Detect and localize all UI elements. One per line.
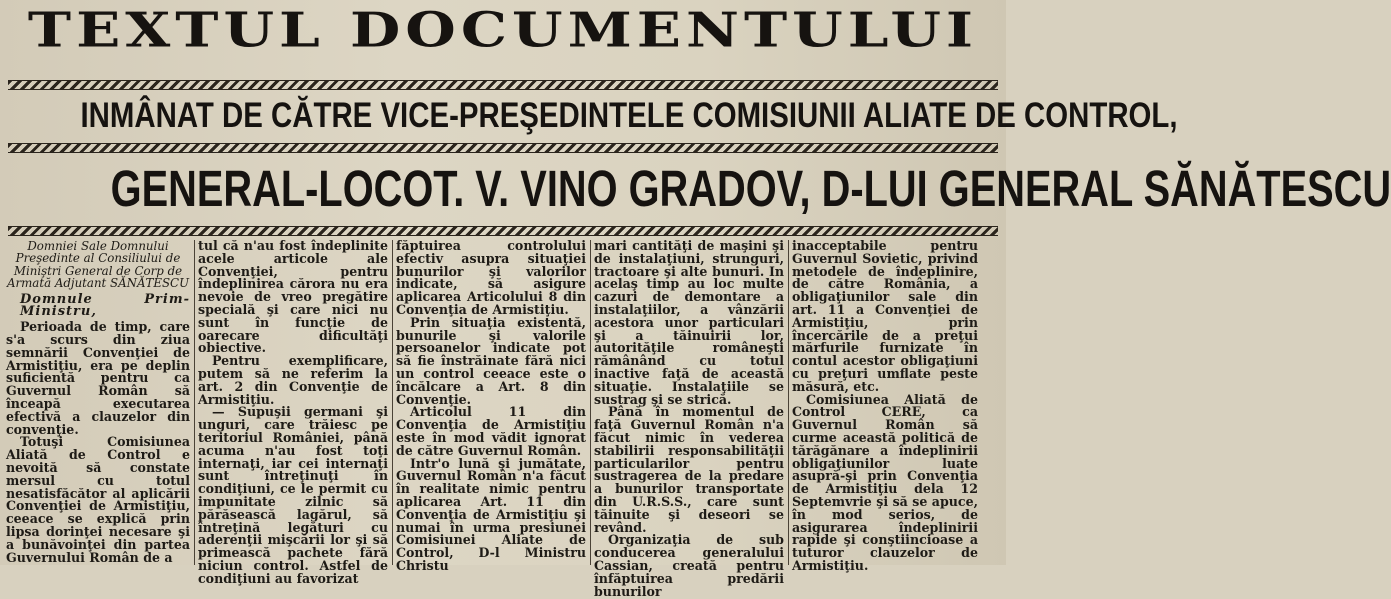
- text-column-2: [198, 238, 388, 586]
- column-divider: [194, 240, 195, 565]
- column-divider: [590, 240, 591, 565]
- salutation: Domnule Prim-Ministru,: [20, 291, 190, 320]
- paragraph: Pentru exemplificare, putem să ne referim la art. 2 din Convenţie de Armistiţiu.: [198, 353, 388, 407]
- main-headline: TEXTUL DOCUMENTULUI: [27, 2, 979, 58]
- paragraph: — Supuşii germani şi unguri, care trăiesc pe teritoriul României, până acuma n'au fost toţi internaţi, iar cei internaţi sunt întreţinuţi în condiţiuni, ce le permit cu impunitate zilnic să părăsească lagărul, să întreţină legături cu aderenţii mişcării lor şi să primească pachete fără niciun control. Astfel de condiţiuni au favorizat: [198, 404, 388, 586]
- paragraph: Perioada de timp, care s'a scurs din ziua semnării Convenţiei de Armistiţiu, era pe deplin suficientă pentru ca Guvernul Român să înceapă executarea efectivă a clauzelor din convenţie.: [6, 319, 190, 437]
- text-column-5: [792, 238, 978, 573]
- paragraph: tul că n'au fost îndeplinite acele articole ale Convenţiei, pentru îndeplinirea cărora nu era nevoie de vreo pregătire specială şi care nici nu sunt în funcţie de oarecare dificultăţi obiective.: [198, 238, 388, 356]
- paragraph: Până în momentul de faţă Guvernul Român n'a făcut nimic în vederea stabilirii responsabilităţii particularilor pentru sustragerea de la predare a bunurilor transportate din U.R.S.S., care sunt tăinuite şi deseori se revând.: [594, 404, 784, 535]
- paragraph: Organizaţia de sub conducerea generalului Cassian, creată pentru înfăptuirea predării bunurilor: [594, 532, 784, 599]
- text-column-3: [396, 238, 586, 573]
- paragraph: Prin situaţia existentă, bunurile şi valorile persoanelor indicate pot să fie înstrăinate fără nici un control ceeace este o încălcare a Art. 8 din Convenţie.: [396, 314, 586, 407]
- column-divider: [788, 240, 789, 565]
- decorative-rule: [8, 143, 998, 153]
- addressee-block: Domniei Sale Domnului Preşedinte al Consiliului de Miniştri General de Corp de Armată Adjutant SĂNĂTESCU: [6, 239, 190, 291]
- paragraph: mari cantităţi de maşini şi de instalaţiuni, strunguri, tractoare şi alte bunuri. In acelaş timp au loc multe cazuri de demontare a instalaţiilor, a vânzării acestora unor particulari şi a tăinuirii lor, autorităţile româneşti rămânând cu totul inactive faţă de această situaţie. Instalaţiile se sustrag şi se strică.: [594, 238, 784, 407]
- paragraph: Intr'o lună şi jumătate, Guvernul Român n'a făcut în realitate nimic pentru aplicarea Art. 11 din Convenţia de Armistiţiu şi numai în urma presiunei Comisiunei Aliate de Control, D-l Ministru Christu: [396, 455, 586, 573]
- decorative-rule: [8, 80, 998, 90]
- paragraph: Totuşi Comisiunea Aliată de Control e nevoită să constate mersul cu totul nesatisfăcător al aplicării Convenţiei de Armistiţiu, ceeace se explică prin lipsa dorinţei necesare şi a bunăvoinţei din partea Guvernului Român de a: [6, 434, 190, 565]
- text-column-1: [6, 240, 190, 565]
- paragraph: inacceptabile pentru Guvernul Sovietic, privind metodele de îndeplinire, de către România, a obligaţiunilor sale din art. 11 a Convenţiei de Armistiţiu, prin încercările de a preţui mărfurile furnizate în contul acestor obligaţiuni cu preţuri umflate peste măsură, etc.: [792, 238, 978, 394]
- paragraph: făptuirea controlului efectiv asupra situaţiei bunurilor şi valorilor indicate, să asigure aplicarea Articolului 8 din Convenţia de Armistiţiu.: [396, 238, 586, 317]
- decorative-rule: [8, 226, 998, 236]
- sub-headline: INMÂNAT DE CĂTRE VICE-PREŞEDINTELE COMISIUNII ALIATE DE CONTROL,: [80, 96, 1178, 135]
- paragraph: Articolul 11 din Convenţia de Armistiţiu este în mod vădit ignorat de către Guvernul Român.: [396, 404, 586, 458]
- text-column-4: [594, 238, 784, 599]
- sub-headline-2: GENERAL-LOCOT. V. VINO GRADOV, D-LUI GENERAL SĂNĂTESCU: [110, 160, 1391, 217]
- column-divider: [392, 240, 393, 565]
- paragraph: Comisiunea Aliată de Control CERE, ca Guvernul Român să curme această politică de tărăgănare a îndeplinirii obligaţiunilor luate asupră-şi prin Convenţia de Armistiţiu dela 12 Septemvrie şi să se apuce, în mod serios, de asigurarea îndeplinirii rapide şi conştiincioase a tuturor clauzelor de Armistiţiu.: [792, 391, 978, 573]
